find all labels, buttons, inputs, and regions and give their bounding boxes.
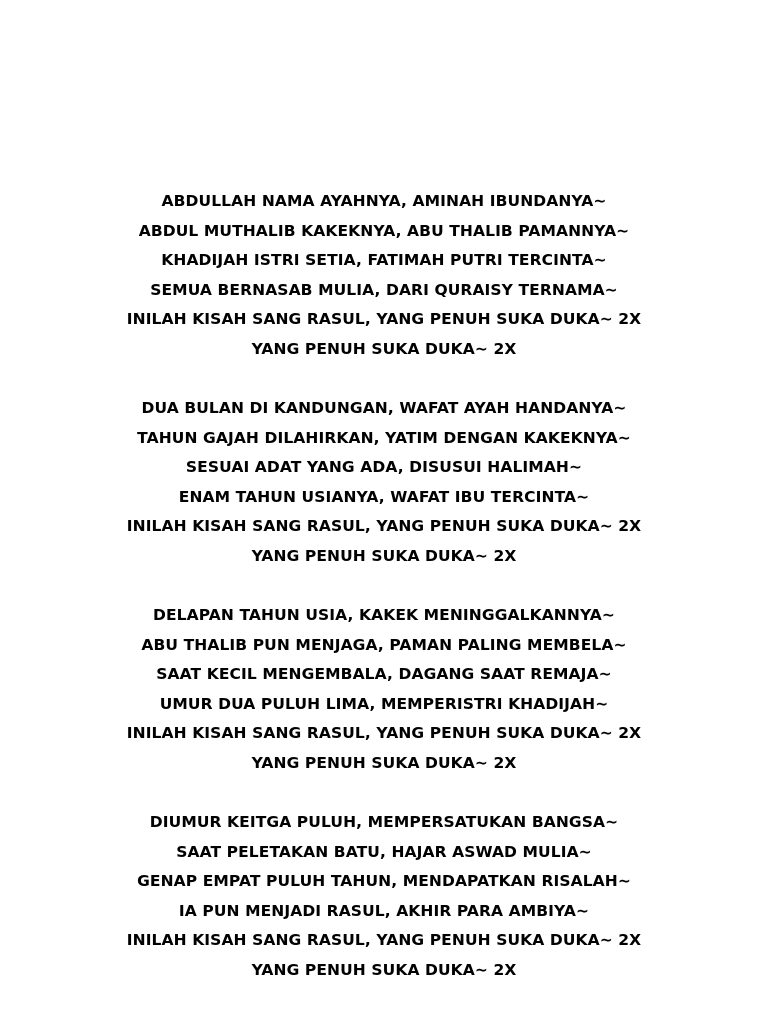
chorus-repeat-line: YANG PENUH SUKA DUKA~ 2X <box>251 339 517 358</box>
lyric-line: TAHUN GAJAH DILAHIRKAN, YATIM DENGAN KAKEKNYA~ <box>137 428 631 447</box>
stanza-4 <box>0 808 768 985</box>
lyric-line: ABU THALIB PUN MENJAGA, PAMAN PALING MEMBELA~ <box>141 635 627 654</box>
chorus-repeat-line: YANG PENUH SUKA DUKA~ 2X <box>251 753 517 772</box>
stanza-2 <box>0 394 768 571</box>
chorus-line: INILAH KISAH SANG RASUL, YANG PENUH SUKA DUKA~ 2X <box>126 517 642 535</box>
lyrics-page <box>0 187 768 1015</box>
lyric-line: SAAT PELETAKAN BATU, HAJAR ASWAD MULIA~ <box>176 842 592 861</box>
lyric-line: DIUMUR KEITGA PULUH, MEMPERSATUKAN BANGSA~ <box>149 813 619 831</box>
lyric-line: ABDULLAH NAMA AYAHNYA, AMINAH IBUNDANYA~ <box>161 192 607 210</box>
lyric-line: GENAP EMPAT PULUH TAHUN, MENDAPATKAN RISALAH~ <box>137 872 631 890</box>
lyric-line: DELAPAN TAHUN USIA, KAKEK MENINGGALKANNYA~ <box>153 606 615 624</box>
chorus-line: INILAH KISAH SANG RASUL, YANG PENUH SUKA DUKA~ 2X <box>126 931 642 949</box>
lyric-line: SESUAI ADAT YANG ADA, DISUSUI HALIMAH~ <box>185 458 583 476</box>
stanza-3 <box>0 601 768 778</box>
lyric-line: ABDUL MUTHALIB KAKEKNYA, ABU THALIB PAMANNYA~ <box>138 221 630 240</box>
chorus-repeat-line: YANG PENUH SUKA DUKA~ 2X <box>251 546 517 565</box>
chorus-line: INILAH KISAH SANG RASUL, YANG PENUH SUKA DUKA~ 2X <box>126 724 642 742</box>
chorus-repeat-line: YANG PENUH SUKA DUKA~ 2X <box>251 960 517 979</box>
lyric-line: SAAT KECIL MENGEMBALA, DAGANG SAAT REMAJA~ <box>156 665 612 683</box>
lyric-line: SEMUA BERNASAB MULIA, DARI QURAISY TERNAMA~ <box>150 280 618 299</box>
stanza-1 <box>0 187 768 364</box>
lyric-line: IA PUN MENJADI RASUL, AKHIR PARA AMBIYA~ <box>178 901 590 920</box>
lyric-line: UMUR DUA PULUH LIMA, MEMPERISTRI KHADIJAH~ <box>159 694 609 713</box>
chorus-line: INILAH KISAH SANG RASUL, YANG PENUH SUKA DUKA~ 2X <box>126 310 642 328</box>
lyric-line: DUA BULAN DI KANDUNGAN, WAFAT AYAH HANDANYA~ <box>141 399 627 417</box>
lyric-line: KHADIJAH ISTRI SETIA, FATIMAH PUTRI TERCINTA~ <box>161 251 607 269</box>
lyric-line: ENAM TAHUN USIANYA, WAFAT IBU TERCINTA~ <box>178 487 590 506</box>
